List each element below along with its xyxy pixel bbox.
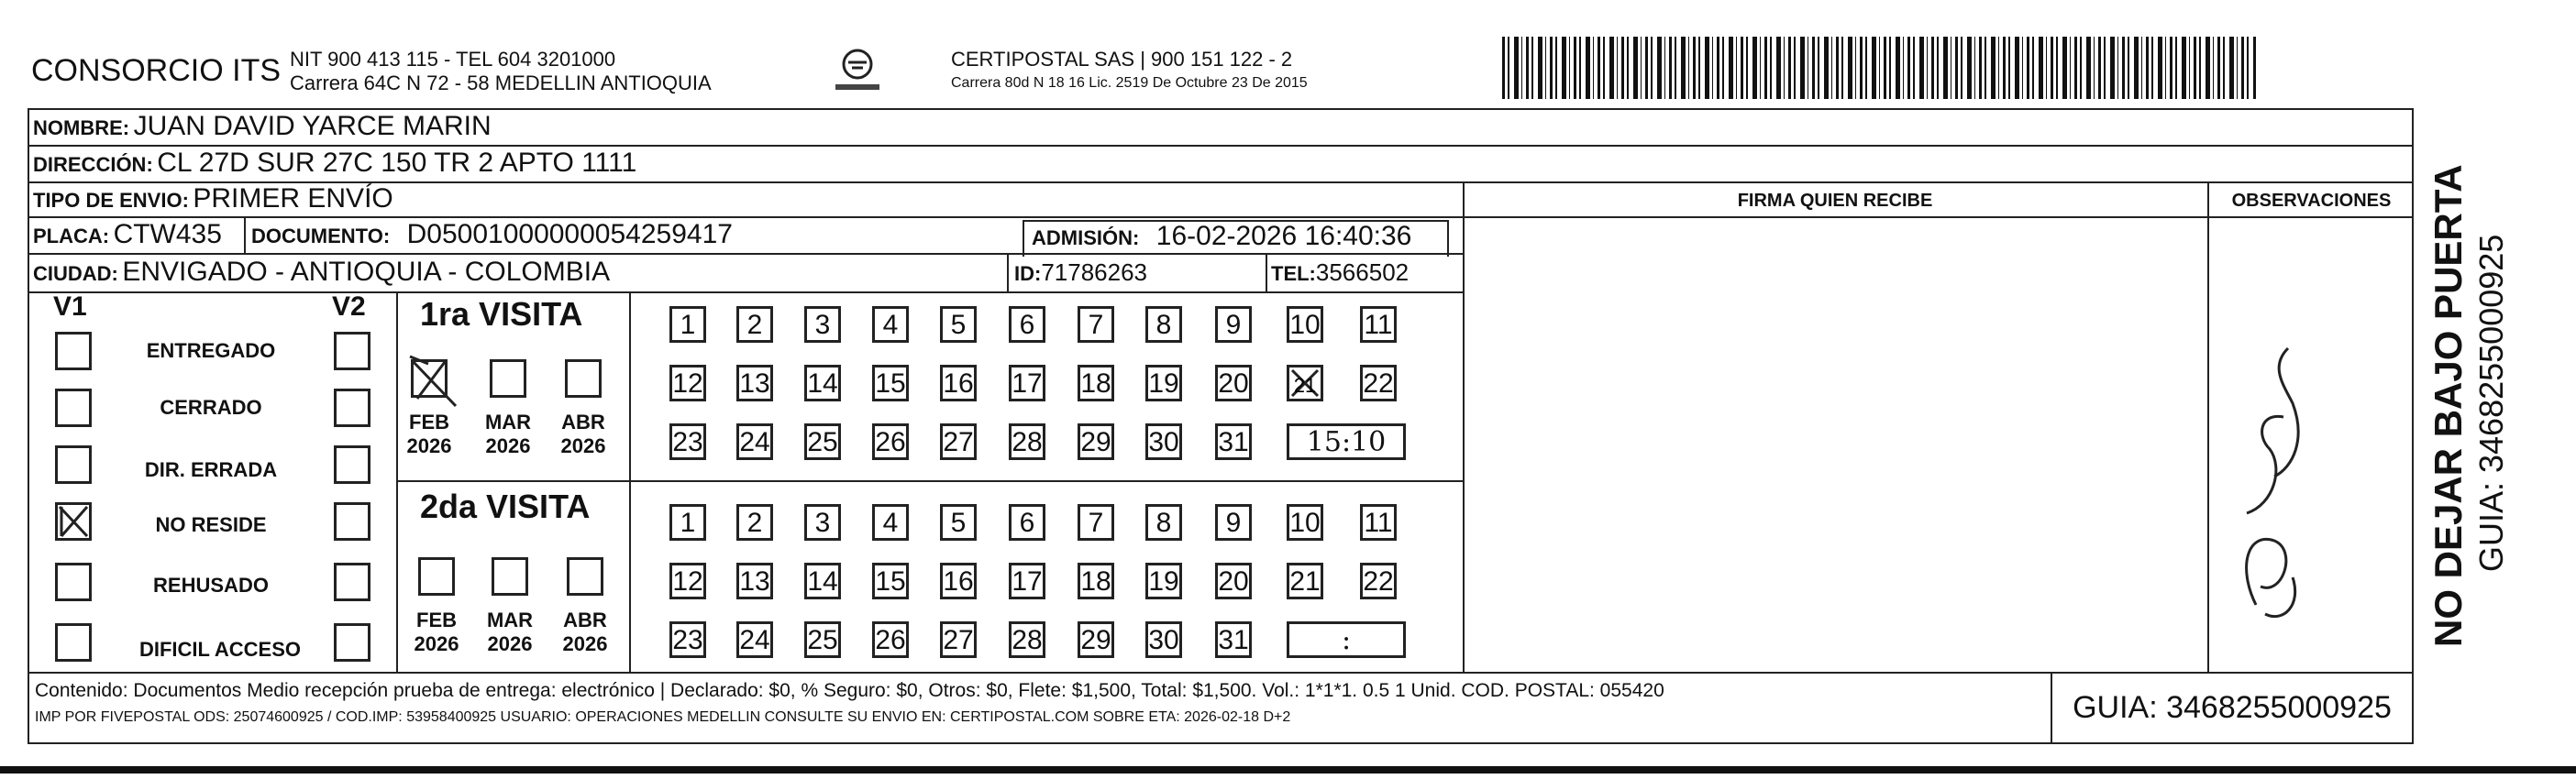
month-label: MAR (484, 411, 532, 433)
tel-label: TEL: (1271, 262, 1316, 285)
day-box[interactable]: 6 (1009, 306, 1045, 343)
placa-row (33, 216, 222, 253)
year-label: 2026 (560, 434, 606, 457)
nit-line: NIT 900 413 115 - TEL 604 3201000 (290, 48, 616, 71)
observaciones-header: OBSERVACIONES (2231, 191, 2392, 211)
day-box[interactable]: 31 (1215, 423, 1252, 460)
day-box[interactable]: 24 (736, 423, 773, 460)
day-box[interactable]: 16 (940, 365, 977, 401)
month-label: MAR (486, 609, 534, 631)
v2-entregado-checkbox[interactable] (334, 332, 370, 370)
day-box[interactable]: 19 (1145, 563, 1182, 599)
tipo-value: PRIMER ENVÍO (193, 183, 393, 214)
v2-dir-errada-checkbox[interactable] (334, 445, 370, 484)
day-box[interactable]: 29 (1078, 621, 1114, 658)
status-cerrado: CERRADO (160, 396, 262, 419)
day-box[interactable]: 3 (804, 306, 841, 343)
day-box[interactable]: 30 (1145, 621, 1182, 658)
day-box[interactable]: 1 (669, 504, 706, 541)
day-box[interactable]: 1 (669, 306, 706, 343)
day-box[interactable]: 20 (1215, 563, 1252, 599)
id-value: 71786263 (1041, 258, 1148, 286)
status-dificil-acceso: DIFICIL ACCESO (138, 638, 301, 661)
footer-imp-line: IMP POR FIVEPOSTAL ODS: 25074600925 / COD.IMP: 53958400925 USUARIO: OPERACIONES MEDELLIN CONSULTE SU ENVIO EN: CERTIPOSTAL.COM SOBRE ETA: 2026-02-18 D+2 (35, 709, 1291, 725)
no-dejar-bajo-puerta: NO DEJAR BAJO PUERTA (2427, 164, 2470, 647)
day-box[interactable]: 28 (1009, 423, 1045, 460)
day-box[interactable]: 10 (1287, 306, 1323, 343)
day-box[interactable]: 26 (872, 423, 909, 460)
day-box[interactable]: 8 (1145, 504, 1182, 541)
v1-no-reside-checkbox[interactable] (55, 502, 92, 541)
day-box[interactable]: 28 (1009, 621, 1045, 658)
year-label: 2026 (485, 434, 531, 457)
carrier-line: CERTIPOSTAL SAS | 900 151 122 - 2 (951, 48, 1293, 71)
day-box[interactable]: 7 (1078, 504, 1114, 541)
day-box[interactable]: 14 (804, 365, 841, 401)
v2-cerrado-checkbox[interactable] (334, 389, 370, 427)
side-guia: GUIA: 3468255000925 (2472, 234, 2510, 572)
bottom-rule (0, 766, 2576, 774)
day-box[interactable]: 23 (669, 423, 706, 460)
first-visit-title: 1ra VISITA (420, 295, 583, 333)
day-box[interactable]: 15 (872, 365, 909, 401)
status-no-reside: NO RESIDE (155, 513, 267, 536)
day-box[interactable]: 31 (1215, 621, 1252, 658)
month-label: FEB (409, 411, 449, 433)
day-box[interactable]: 21 (1287, 563, 1323, 599)
day-box[interactable]: 25 (804, 621, 841, 658)
day-box[interactable]: 17 (1009, 563, 1045, 599)
recipient-signature (2219, 330, 2320, 642)
day-box[interactable]: 3 (804, 504, 841, 541)
first-visit-mar-checkbox[interactable] (490, 359, 526, 398)
status-entregado: ENTREGADO (146, 339, 276, 362)
direccion-label: DIRECCIÓN: (33, 153, 153, 176)
ciudad-label: CIUDAD: (33, 262, 118, 285)
second-visit-month-abr (558, 609, 613, 656)
v1-entregado-checkbox[interactable] (55, 332, 92, 370)
company-name: CONSORCIO ITS (31, 53, 282, 88)
day-box[interactable]: 16 (940, 563, 977, 599)
id-row (1014, 253, 1147, 291)
day-box[interactable]: 2 (736, 504, 773, 541)
tel-value: 3566502 (1315, 258, 1410, 286)
admision-row (1032, 216, 1411, 253)
day-box[interactable]: 15 (872, 563, 909, 599)
v2-dificil-acceso-checkbox[interactable] (334, 623, 370, 662)
day-box[interactable]: 25 (804, 423, 841, 460)
first-visit-month-mar (481, 411, 536, 458)
second-visit-mar-checkbox[interactable] (492, 557, 528, 596)
day-box[interactable]: 5 (940, 306, 977, 343)
footer-guia: GUIA: 3468255000925 (2073, 690, 2392, 725)
firma-header: FIRMA QUIEN RECIBE (1737, 191, 1933, 211)
x-mark-icon (1289, 368, 1321, 399)
direccion-value: CL 27D SUR 27C 150 TR 2 APTO 1111 (157, 148, 637, 178)
svg-text:21: 21 (1293, 374, 1317, 397)
certipostal-logo (830, 44, 885, 99)
day-box[interactable]: 17 (1009, 365, 1045, 401)
day-box[interactable]: 22 (1360, 563, 1397, 599)
v1-dificil-acceso-checkbox[interactable] (55, 623, 92, 662)
day-box[interactable]: 6 (1009, 504, 1045, 541)
carrier-address: Carrera 80d N 18 16 Lic. 2519 De Octubre 23 De 2015 (951, 75, 1308, 91)
day-box[interactable]: 18 (1078, 365, 1114, 401)
day-box[interactable]: 24 (736, 621, 773, 658)
visit-time-box[interactable]: : (1287, 621, 1406, 658)
tipo-row (33, 181, 393, 216)
day-box[interactable]: 20 (1215, 365, 1252, 401)
year-label: 2026 (406, 434, 452, 457)
day-box[interactable]: 4 (872, 504, 909, 541)
company-address: Carrera 64C N 72 - 58 MEDELLIN ANTIOQUIA (290, 71, 712, 94)
day-box[interactable]: 11 (1360, 504, 1397, 541)
status-dir-errada: DIR. ERRADA (144, 458, 278, 481)
admision-label: ADMISIÓN: (1032, 226, 1140, 249)
tipo-label: TIPO DE ENVIO: (33, 189, 189, 212)
v1-label: V1 (53, 291, 87, 322)
day-box[interactable]: 4 (872, 306, 909, 343)
second-visit-title: 2da VISITA (420, 488, 591, 525)
month-label: ABR (563, 609, 607, 631)
ciudad-value: ENVIGADO - ANTIOQUIA - COLOMBIA (122, 257, 611, 287)
placa-label: PLACA: (33, 225, 110, 247)
ciudad-row (33, 253, 610, 291)
documento-row (251, 216, 733, 253)
v2-label: V2 (332, 291, 366, 322)
day-box[interactable]: 13 (736, 563, 773, 599)
year-label: 2026 (414, 632, 459, 655)
month-label: FEB (416, 609, 457, 631)
day-box[interactable]: 10 (1287, 504, 1323, 541)
day-box[interactable]: 12 (669, 563, 706, 599)
day-box[interactable]: 23 (669, 621, 706, 658)
day-box[interactable]: 7 (1078, 306, 1114, 343)
second-visit-month-feb (409, 609, 464, 656)
documento-value: D05001000000054259417 (406, 219, 733, 249)
day-box[interactable]: 8 (1145, 306, 1182, 343)
day-box[interactable]: 26 (872, 621, 909, 658)
day-box[interactable]: 27 (940, 621, 977, 658)
day-box[interactable]: 14 (804, 563, 841, 599)
first-visit-abr-checkbox[interactable] (565, 359, 602, 398)
nombre-label: NOMBRE: (33, 116, 130, 139)
visit-time-box[interactable]: 15:10 (1287, 423, 1406, 460)
v1-cerrado-checkbox[interactable] (55, 389, 92, 427)
second-visit-month-mar (482, 609, 537, 656)
day-box[interactable]: 29 (1078, 423, 1114, 460)
nombre-row (33, 108, 492, 145)
placa-value: CTW435 (113, 219, 222, 249)
documento-label: DOCUMENTO: (251, 225, 391, 247)
id-label: ID: (1014, 262, 1042, 285)
day-box[interactable]: 27 (940, 423, 977, 460)
year-label: 2026 (487, 632, 533, 655)
nombre-value: JUAN DAVID YARCE MARIN (133, 111, 492, 141)
first-visit-month-feb (402, 411, 457, 458)
day-box[interactable]: 12 (669, 365, 706, 401)
month-label: ABR (561, 411, 605, 433)
v1-rehusado-checkbox[interactable] (55, 563, 92, 601)
day-box[interactable]: 5 (940, 504, 977, 541)
tel-row (1271, 253, 1409, 291)
day-box[interactable]: 19 (1145, 365, 1182, 401)
day-box[interactable]: 18 (1078, 563, 1114, 599)
footer-contenido: Contenido: Documentos Medio recepción prueba de entrega: electrónico | Declarado: $0, % Seguro: $0, Otros: $0, Flete: $1,500, Total: $1,500. Vol.: 1*1*1. 0.5 1 Unid. COD. POSTAL: 055420 (35, 680, 1664, 701)
day-box[interactable]: 30 (1145, 423, 1182, 460)
second-visit-abr-checkbox[interactable] (567, 557, 603, 596)
day-box[interactable]: 9 (1215, 504, 1252, 541)
v2-rehusado-checkbox[interactable] (334, 563, 370, 601)
v1-dir-errada-checkbox[interactable] (55, 445, 92, 484)
second-visit-feb-checkbox[interactable] (418, 557, 455, 596)
day-box[interactable]: 9 (1215, 306, 1252, 343)
day-box[interactable] (1287, 365, 1323, 401)
day-box[interactable]: 13 (736, 365, 773, 401)
barcode (1502, 37, 2256, 99)
day-box[interactable]: 11 (1360, 306, 1397, 343)
day-box[interactable]: 22 (1360, 365, 1397, 401)
day-box[interactable]: 2 (736, 306, 773, 343)
v2-no-reside-checkbox[interactable] (334, 502, 370, 541)
first-visit-month-abr (556, 411, 611, 458)
admision-value: 16-02-2026 16:40:36 (1155, 221, 1412, 251)
year-label: 2026 (562, 632, 608, 655)
status-rehusado: REHUSADO (153, 574, 269, 597)
direccion-row (33, 145, 636, 181)
first-visit-feb-checkbox[interactable] (411, 359, 448, 398)
